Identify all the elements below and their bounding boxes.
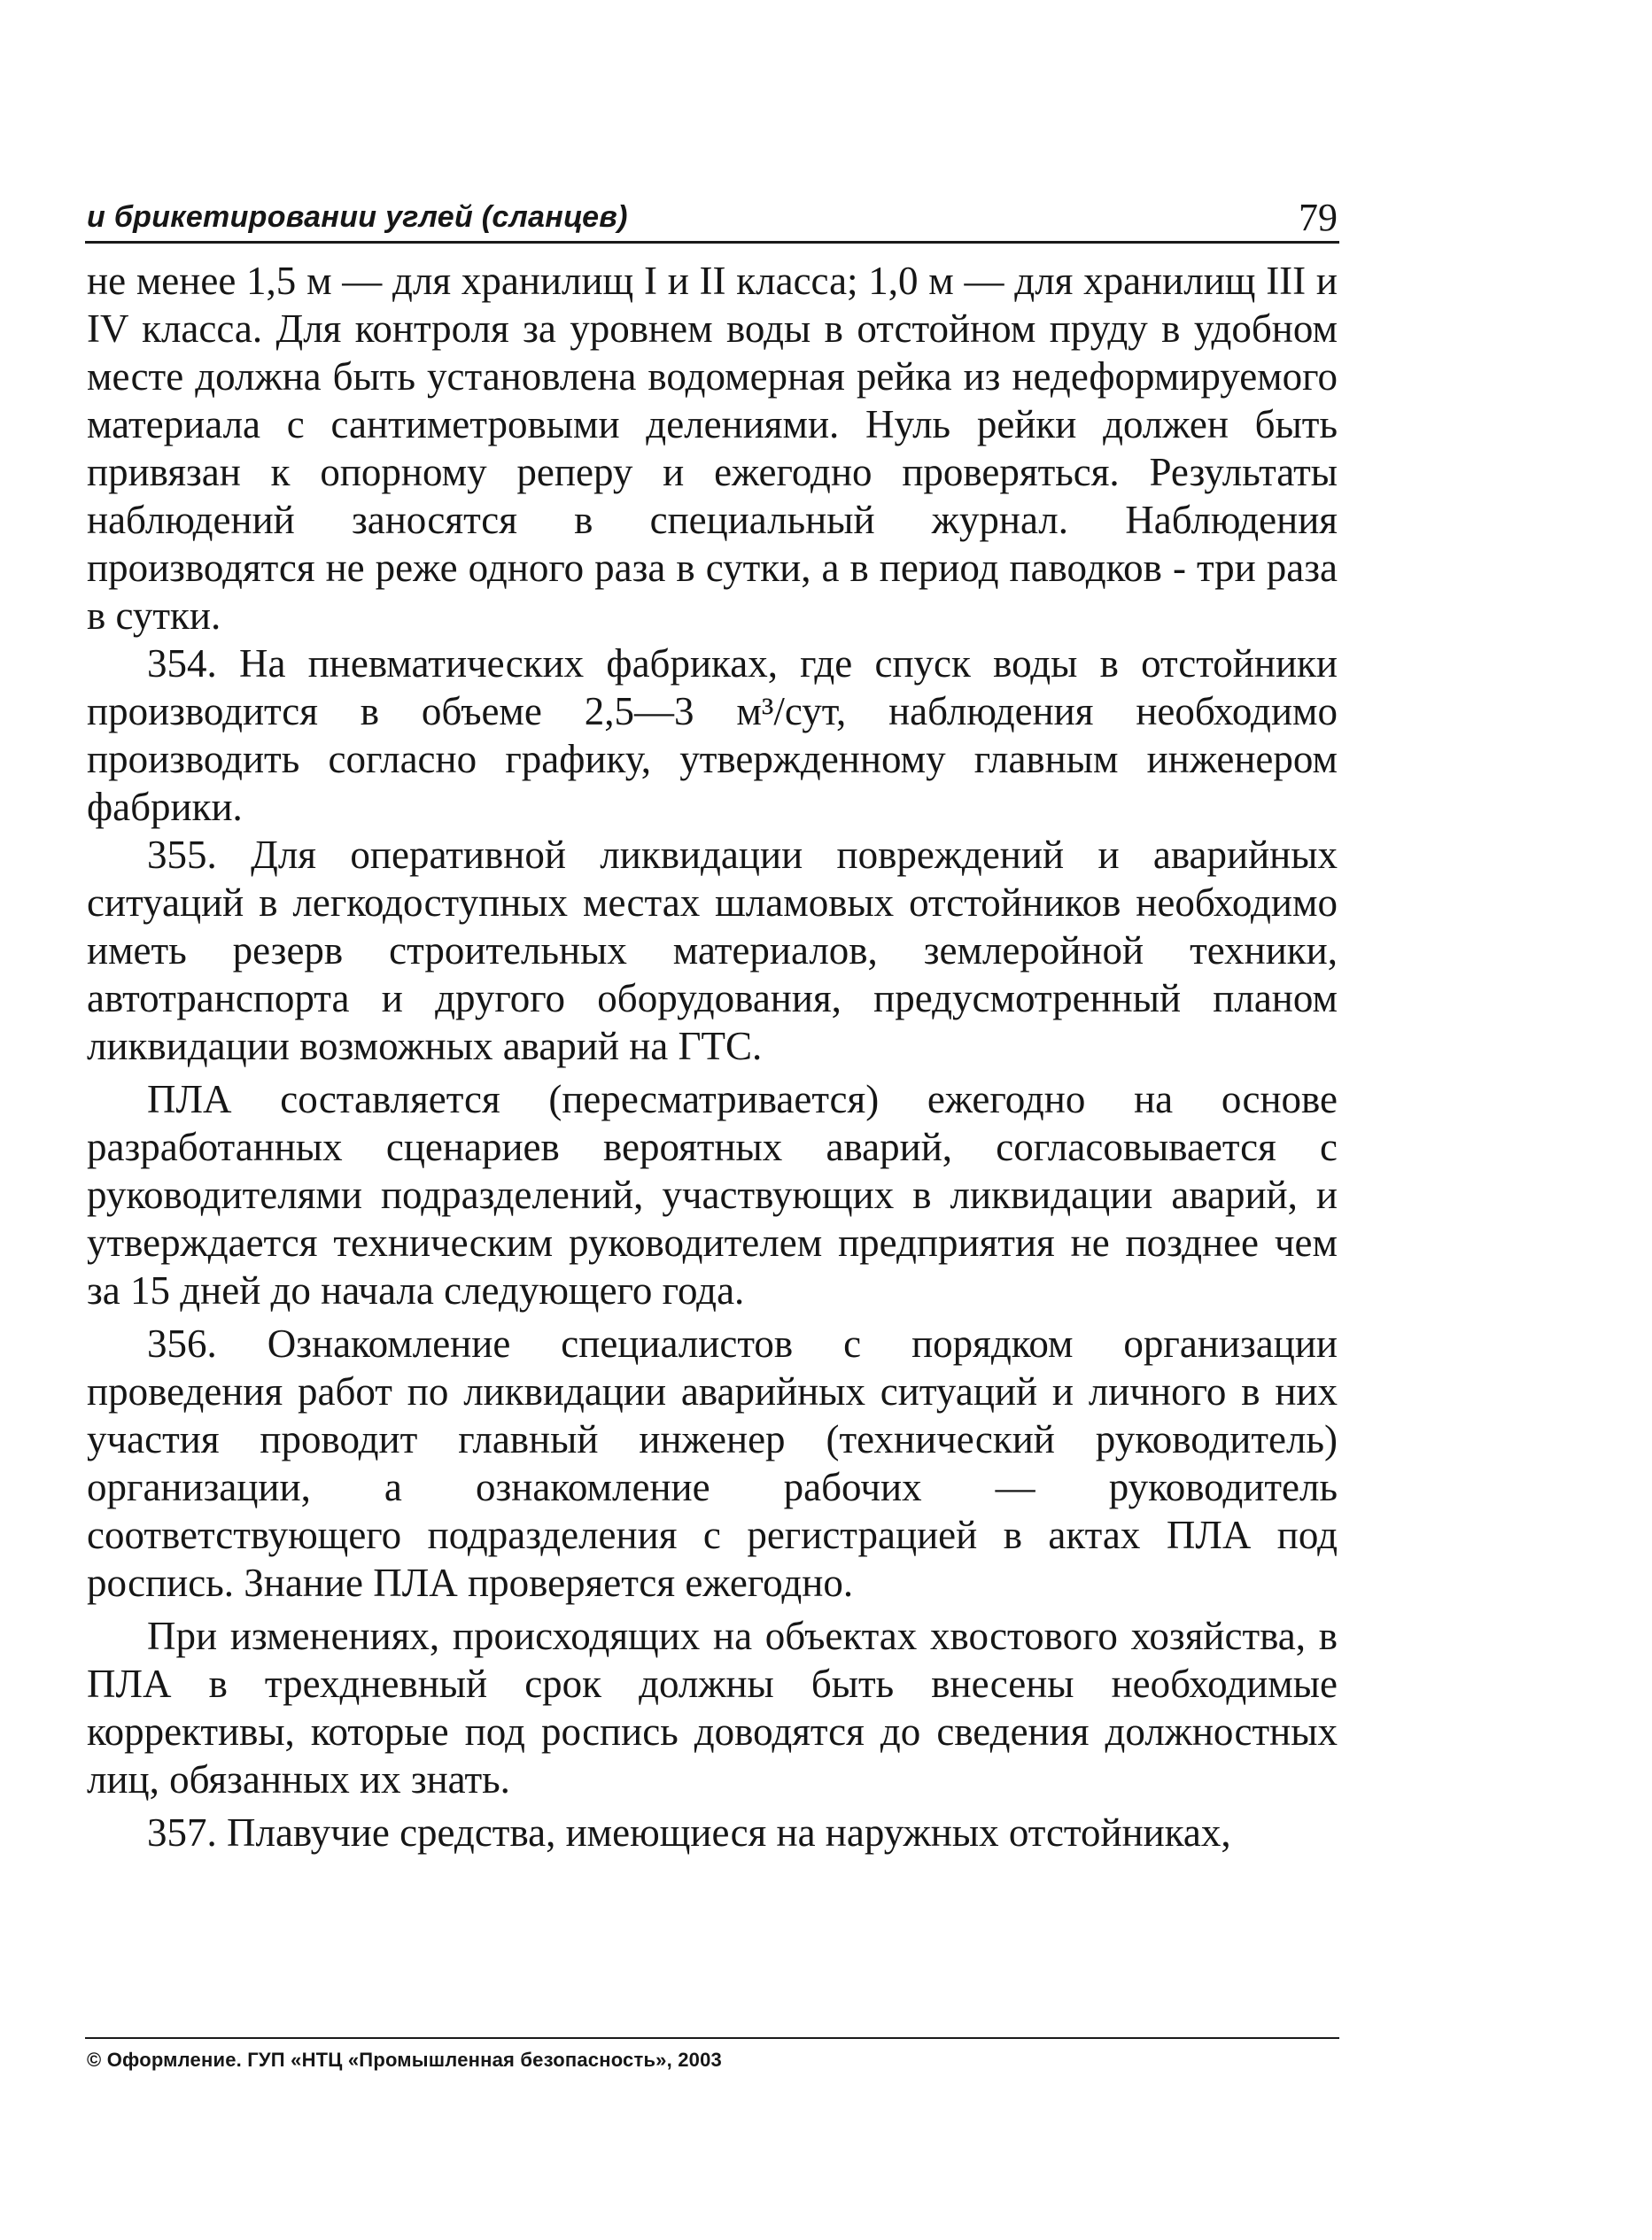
footer-copyright: © Оформление. ГУП «НТЦ «Промышленная безопасность», 2003 xyxy=(87,2049,722,2071)
running-header xyxy=(87,190,1338,243)
paragraph-357: 357. Плавучие средства, имеющиеся на наружных отстойниках, xyxy=(147,1810,1231,1855)
page-number: 79 xyxy=(1299,196,1338,239)
paragraph-356: 356. Ознакомление специалистов с порядком организации проведения работ по ликвидации аварийных ситуаций и личного в них участия проводит главный инженер (технический руководитель) организации, а ознакомление рабочих — руководитель соответствующего подразделения с регистрацией в актах ПЛА под роспись. Знание ПЛА проверяется ежегодно. xyxy=(87,1322,1338,1605)
running-title: и брикетировании углей (сланцев) xyxy=(87,200,628,234)
paragraph-pla-changes: При изменениях, происходящих на объектах хвостового хозяйства, в ПЛА в трехдневный срок должны быть внесены необходимые коррективы, которые под роспись доводятся до сведения должностных лиц, обязанных их знать. xyxy=(87,1614,1338,1802)
paragraph-355: 355. Для оперативной ликвидации повреждений и аварийных ситуаций в легкодоступных местах шламовых отстойников необходимо иметь резерв строительных материалов, землеройной техники, автотранспорта и другого оборудования, предусмотренный планом ликвидации возможных аварий на ГТС. xyxy=(87,833,1338,1068)
paragraph-354: 354. На пневматических фабриках, где спуск воды в отстойники производится в объеме 2,5—3 м³/сут, наблюдения необходимо производить согласно графику, утвержденному главным инженером фабрики. xyxy=(87,641,1338,829)
paragraph-continuation: не менее 1,5 м — для хранилищ I и II класса; 1,0 м — для хранилищ III и IV класса. Для контроля за уровнем воды в отстойном пруду в удобном месте должна быть установлена водомерная рейка из недеформируемого материала с сантиметровыми делениями. Нуль рейки должен быть привязан к опорному реперу и ежегодно проверяться. Результаты наблюдений заносятся в специальный журнал. Наблюдения производятся не реже одного раза в сутки, а в период паводков - три раза в сутки. xyxy=(87,259,1338,638)
paragraph-pla-compilation: ПЛА составляется (пересматривается) ежегодно на основе разработанных сценариев вероятных аварий, согласовывается с руководителями подразделений, участвующих в ликвидации аварий, и утверждается техническим руководителем предприятия не позднее чем за 15 дней до начала следующего года. xyxy=(87,1077,1338,1313)
footer-rule xyxy=(85,2037,1339,2039)
body-text xyxy=(87,257,1338,1856)
header-rule xyxy=(85,241,1339,244)
